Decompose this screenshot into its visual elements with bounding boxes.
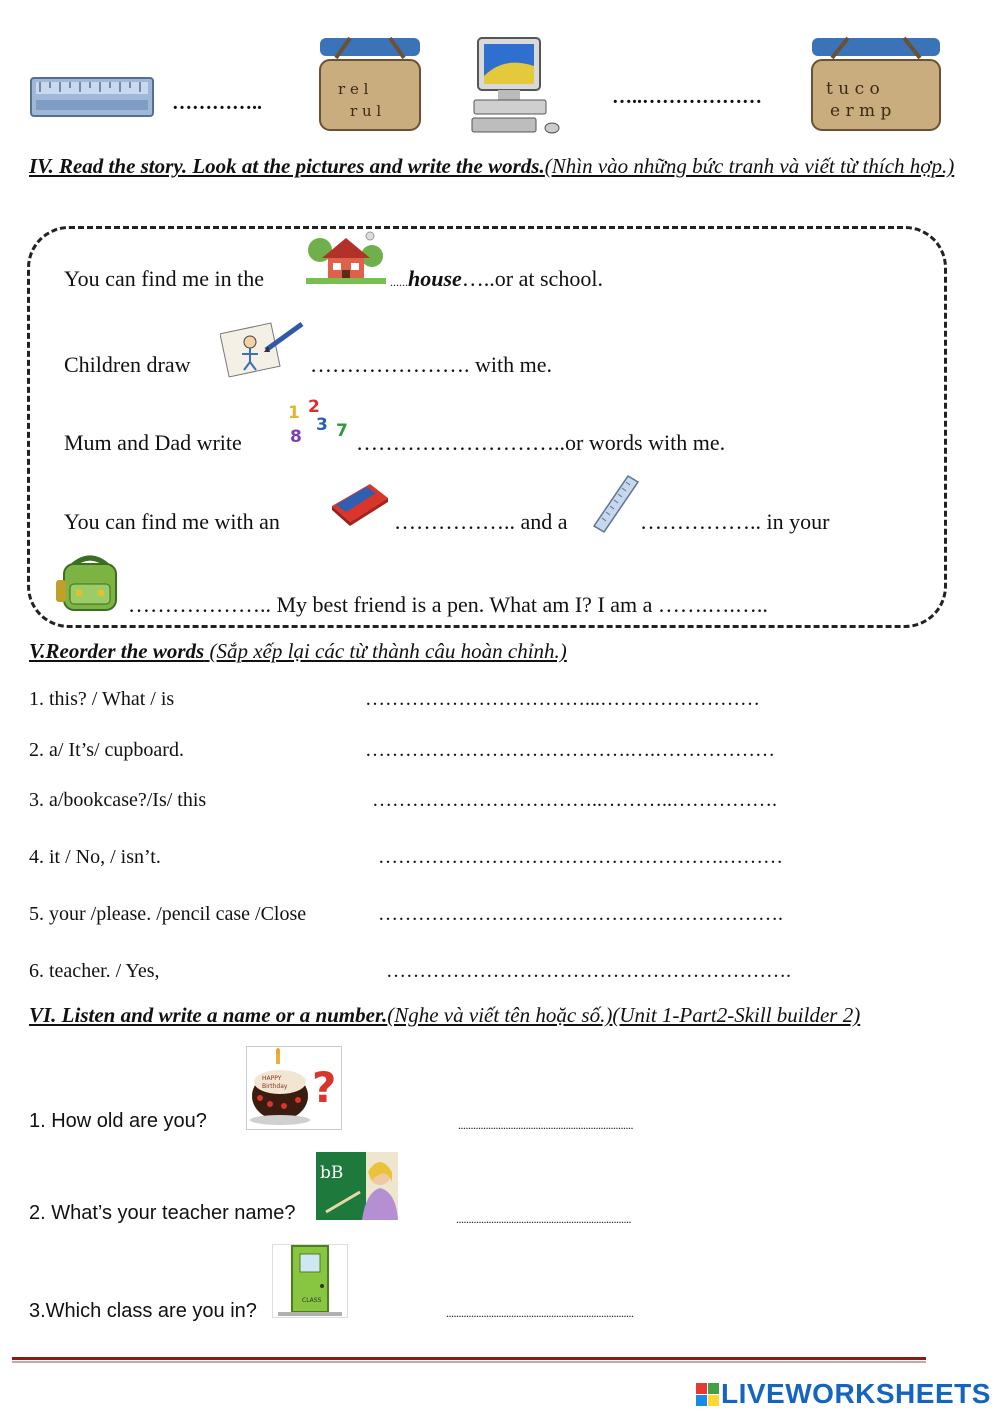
bag-letters: r e l	[338, 80, 369, 98]
answer-house: house	[408, 266, 462, 291]
listen-question-2: 2. What’s your teacher name?	[29, 1202, 296, 1224]
listen-answer-3[interactable]: ...........................................................................	[446, 1306, 634, 1320]
story-line-5: ……………….. My best friend is a pen. What am I? I am a …….….…..	[128, 592, 768, 617]
teacher-picture	[316, 1152, 398, 1220]
story-line-3-rest: ………………………..or words with me.	[356, 430, 726, 455]
top-blank-2[interactable]: …..………………	[612, 86, 762, 108]
section-5-heading: V.Reorder the words (Sắp xếp lại các từ thành câu hoàn chỉnh.)	[29, 639, 567, 663]
svg-text:8: 8	[290, 427, 302, 447]
bag-picture-computer-letters	[808, 36, 944, 132]
svg-text:e r m p: e r m p	[830, 101, 892, 121]
liveworksheets-logo[interactable]	[696, 1378, 991, 1410]
reorder-question-2: 2. a/ It’s/ cupboard.	[29, 739, 184, 761]
liveworksheets-icon	[696, 1383, 719, 1406]
reorder-answer-2[interactable]: ………………………………….….………………	[365, 739, 775, 761]
reorder-answer-6[interactable]: …………………………………………………….	[386, 960, 791, 982]
svg-text:r u l: r u l	[350, 102, 382, 120]
section-4-heading: IV. Read the story. Look at the pictures and write the words.(Nhìn vào những bức tranh và viết từ thích hợp.)	[29, 154, 955, 178]
story-line-4: You can find me with an	[64, 509, 280, 534]
story-line-1-rest: ......house…..or at school.	[390, 266, 603, 291]
svg-text:HAPPY: HAPPY	[262, 1075, 282, 1082]
section-6-heading: VI. Listen and write a name or a number.(Nghe và viết tên hoặc số.)(Unit 1-Part2-Skill builder 2)	[29, 1003, 861, 1027]
ruler-picture	[30, 74, 154, 118]
reorder-answer-1[interactable]: ……………………………...……………………	[365, 688, 760, 710]
reorder-question-4: 4. it / No, / isn’t.	[29, 846, 161, 868]
svg-text:CLASS: CLASS	[302, 1297, 322, 1304]
reorder-question-1: 1. this? / What / is	[29, 688, 175, 710]
svg-text:2: 2	[308, 397, 320, 417]
listen-question-3: 3.Which class are you in?	[29, 1300, 257, 1322]
svg-text:?: ?	[312, 1063, 337, 1112]
backpack-picture	[54, 554, 126, 614]
story-line-3: Mum and Dad write	[64, 430, 242, 455]
story-line-4-mid: …………….. and a	[394, 509, 568, 534]
story-line-2: Children draw	[64, 352, 191, 377]
footer-divider-shadow	[12, 1361, 926, 1363]
drawing-picture	[220, 320, 306, 378]
listen-answer-1[interactable]: ......................................................................	[458, 1118, 633, 1132]
house-picture	[306, 230, 386, 286]
story-line-1: You can find me in the	[64, 266, 265, 291]
reorder-question-3: 3. a/bookcase?/Is/ this	[29, 789, 207, 811]
reorder-question-6: 6. teacher. / Yes,	[29, 960, 160, 982]
reorder-question-5: 5. your /please. /pencil case /Close	[29, 903, 307, 925]
svg-text:Birthday: Birthday	[262, 1083, 288, 1090]
birthday-cake-picture	[246, 1046, 342, 1130]
computer-picture	[470, 36, 564, 136]
story-line-2-rest: …………………. with me.	[310, 352, 552, 377]
bag-picture-rul-letters	[316, 36, 424, 132]
top-blank-1[interactable]: …………..	[172, 92, 262, 114]
svg-text:1: 1	[288, 403, 300, 423]
svg-text:3: 3	[316, 415, 328, 435]
listen-answer-2[interactable]: ......................................................................	[456, 1212, 631, 1226]
story-line-4-rest: …………….. in your	[640, 509, 830, 534]
brand-name: LIVEWORKSHEETS	[721, 1378, 991, 1409]
reorder-answer-5[interactable]: …………………………………………………….	[378, 903, 783, 925]
svg-text:bB: bB	[320, 1163, 344, 1183]
reorder-answer-4[interactable]: …………………………………………….………	[378, 846, 783, 868]
listen-question-1: 1. How old are you?	[29, 1110, 207, 1132]
svg-text:7: 7	[336, 421, 348, 441]
svg-text:t u c o: t u c o	[826, 79, 880, 99]
footer-divider	[12, 1357, 926, 1360]
eraser-picture	[326, 478, 392, 528]
ruler-small-picture	[592, 474, 640, 534]
numbers-picture	[286, 396, 356, 450]
class-door-picture	[272, 1244, 348, 1318]
reorder-answer-3[interactable]: ……………………………..………..…………….	[372, 789, 777, 811]
